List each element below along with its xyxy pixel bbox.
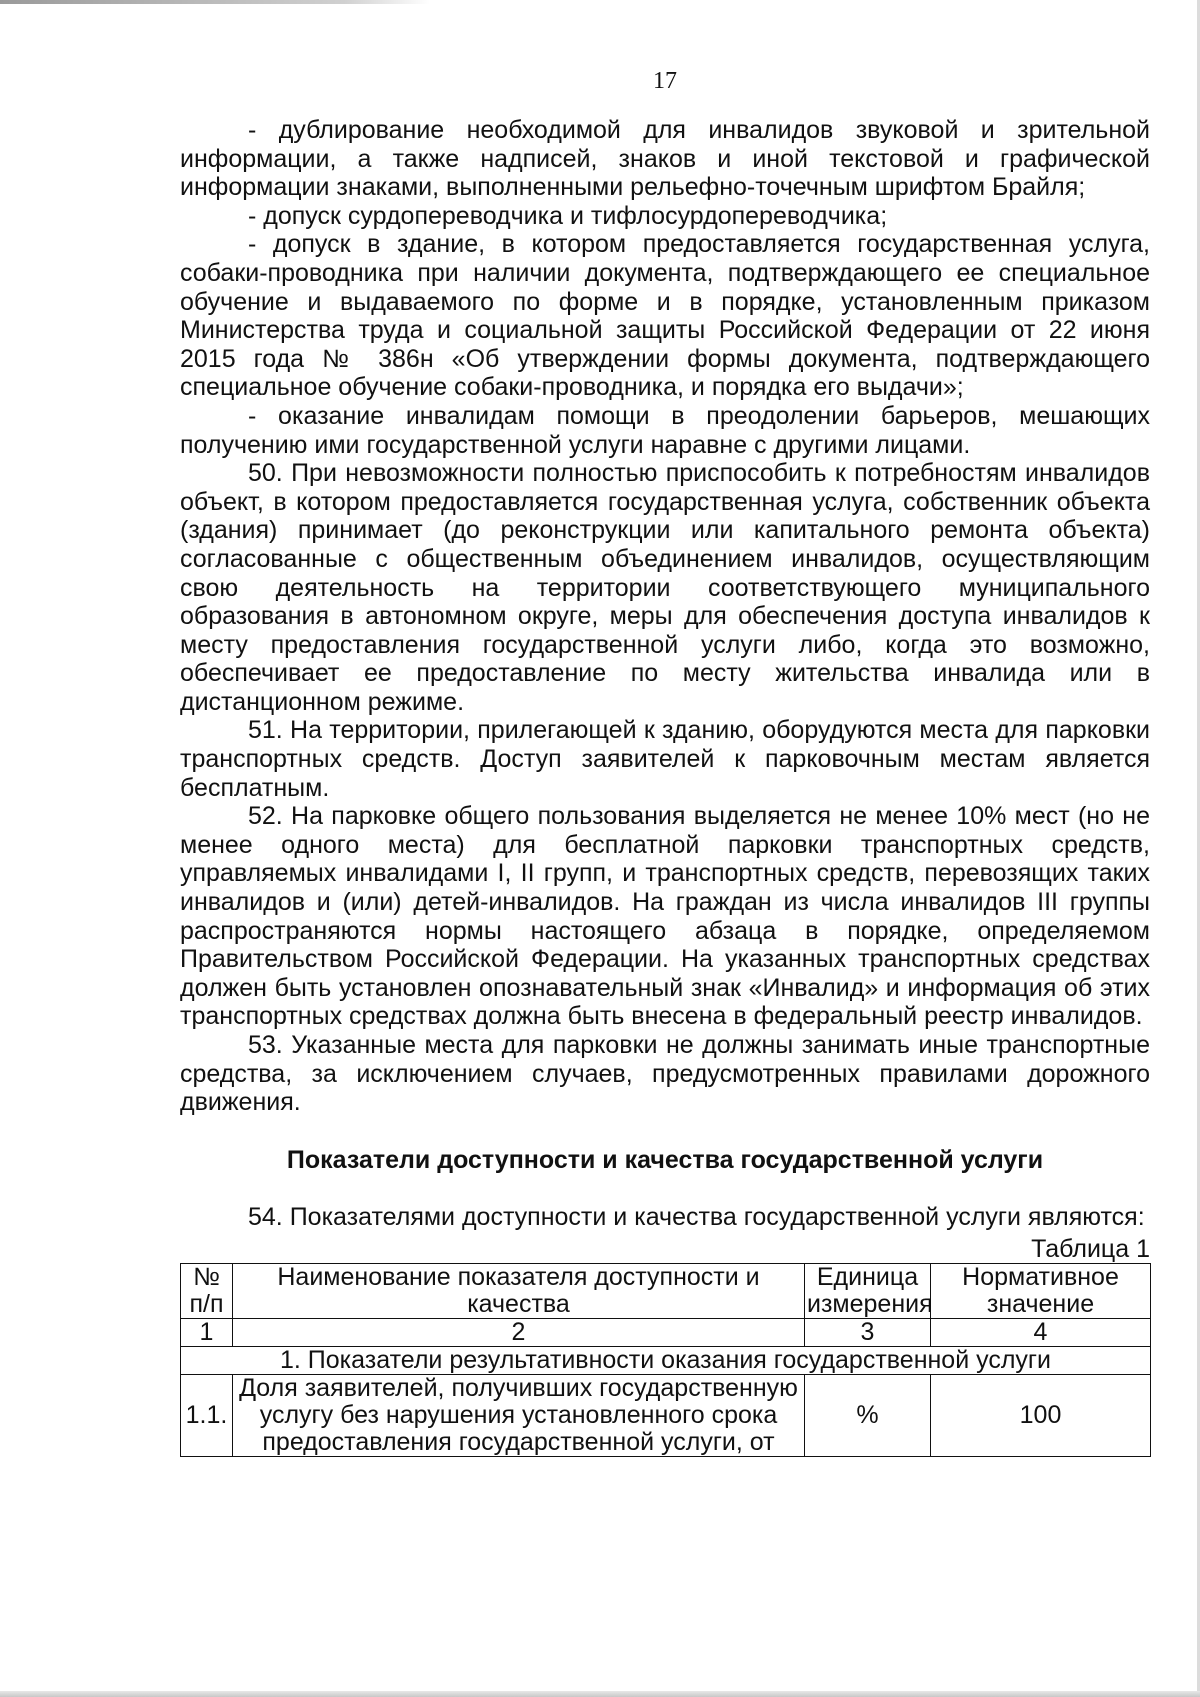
header-value: Нормативное значение [931,1264,1151,1319]
table-column-numbers-row [181,1319,1151,1347]
paragraph-51: 51. На территории, прилегающей к зданию, оборудуются места для парковки транспортных средств. Доступ заявителей к парковочным местам является бесплатным. [180,716,1150,802]
column-number-2: 2 [233,1319,805,1347]
indicators-table [180,1263,1151,1457]
table-section-row [181,1347,1151,1375]
row-number: 1.1. [181,1375,233,1457]
scan-edge-top [0,0,430,4]
row-unit: % [805,1375,931,1457]
table-header-row [181,1264,1151,1319]
section-title: 1. Показатели результативности оказания государственной услуги [181,1347,1151,1375]
column-number-1: 1 [181,1319,233,1347]
section-heading: Показатели доступности и качества государственной услуги [286,1145,1044,1174]
paragraph-sign-interpreter: - допуск сурдопереводчика и тифлосурдопереводчика; [248,201,888,230]
column-number-4: 4 [931,1319,1151,1347]
header-unit: Единица измерения [805,1264,931,1319]
row-value: 100 [931,1375,1151,1457]
paragraph-50: 50. При невозможности полностью приспособить к потребностям инвалидов объект, в котором предоставляется государственная услуга, собственник объекта (здания) принимает (до реконструкции или капитального ремонта объекта) согласованные с общественным объединением инвалидов, осуществляющим свою деятельность на территории соответствующего муниципального образования в автономном округе, меры для обеспечения доступа инвалидов к месту предоставления государственной услуги либо, когда это возможно, обеспечивает ее предоставление по месту жительства инвалида или в дистанционном режиме. [180,459,1150,716]
header-number: № п/п [181,1264,233,1319]
paragraph-54: 54. Показателями доступности и качества государственной услуги являются: [248,1202,1145,1231]
page-number: 17 [653,68,677,94]
paragraph-assistance: - оказание инвалидам помощи в преодолении барьеров, мешающих получению ими государственной услуги наравне с другими лицами. [180,401,1150,459]
table-caption: Таблица 1 [1031,1235,1150,1264]
header-name: Наименование показателя доступности и качества [233,1264,805,1319]
row-name: Доля заявителей, получивших государственную услугу без нарушения установленного срока предоставления государственной услуги, от [233,1375,805,1457]
table-row [181,1375,1151,1457]
column-number-3: 3 [805,1319,931,1347]
paragraph-52: 52. На парковке общего пользования выделяется не менее 10% мест (но не менее одного места) для бесплатной парковки транспортных средств, управляемых инвалидами I, II групп, и транспортных средств, перевозящих таких инвалидов и (или) детей-инвалидов. На граждан из числа инвалидов III группы распространяются нормы настоящего абзаца в порядке, определяемом Правительством Российской Федерации. На указанных транспортных средствах должен быть установлен опознавательный знак «Инвалид» и информация об этих транспортных средствах должна быть внесена в федеральный реестр инвалидов. [180,802,1150,1031]
document-page [180,60,1150,1457]
paragraph-guide-dog: - допуск в здание, в котором предоставляется государственная услуга, собаки-проводника при наличии документа, подтверждающего ее специальное обучение и выдаваемого по форме и в порядке, установленным приказом Министерства труда и социальной защиты Российской Федерации от 22 июня 2015 года № 386н «Об утверждении формы документа, подтверждающего специальное обучение собаки-проводника, и порядка его выдачи»; [180,230,1150,402]
paragraph-53: 53. Указанные места для парковки не должны занимать иные транспортные средства, за исключением случаев, предусмотренных правилами дорожного движения. [180,1031,1150,1117]
paragraph-braille: - дублирование необходимой для инвалидов звуковой и зрительной информации, а также надписей, знаков и иной текстовой и графической информации знаками, выполненными рельефно-точечным шрифтом Брайля; [180,116,1150,202]
scan-edge-bottom [0,1691,1200,1697]
